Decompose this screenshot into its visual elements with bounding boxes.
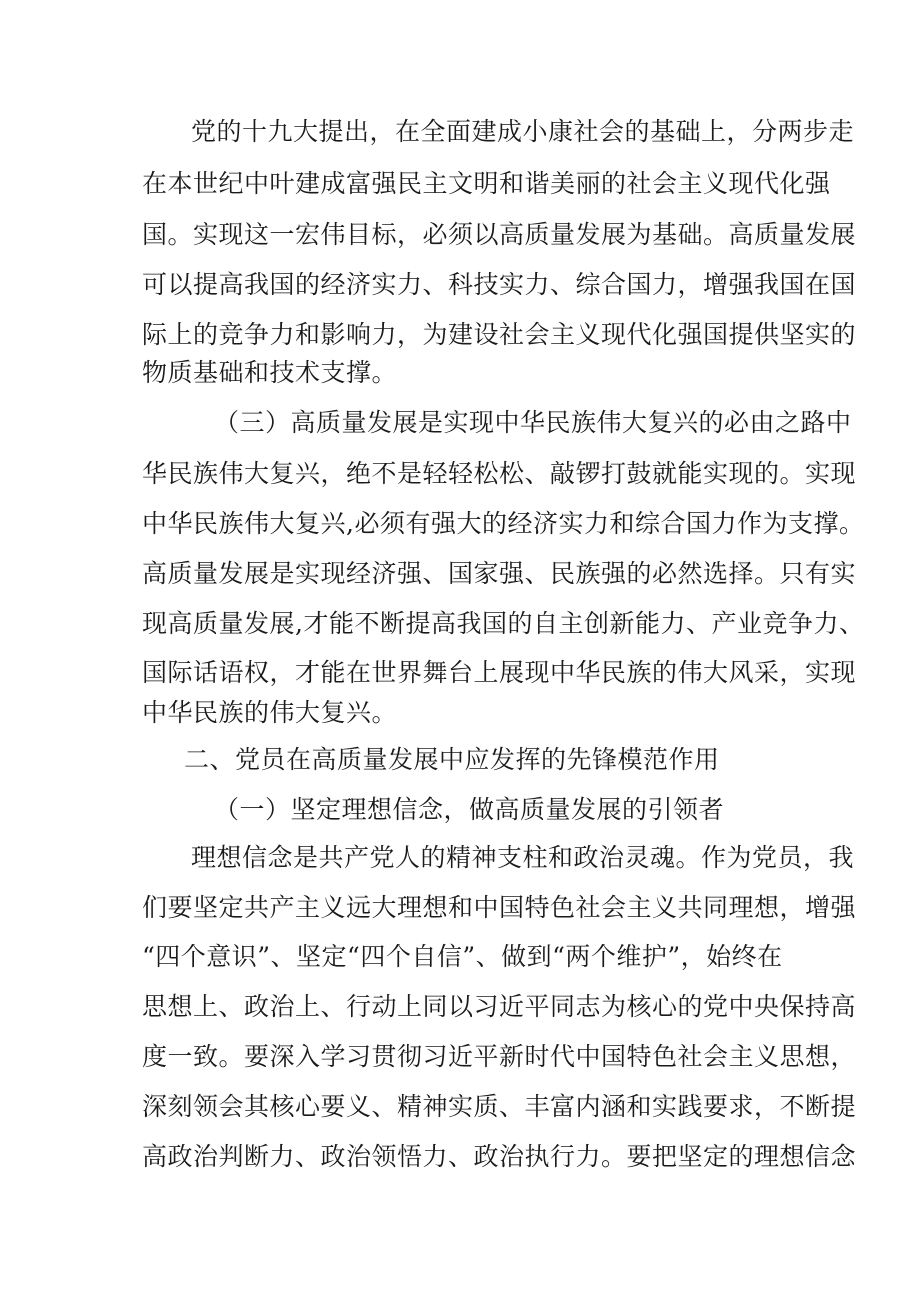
paragraph-line: 物质基础和技术支撑。 [142, 358, 398, 387]
paragraph-line: 现高质量发展,才能不断提高我国的自主创新能力、产业竞争力、 [142, 609, 865, 638]
paragraph-line: 们要坚定共产主义远大理想和中国特色社会主义共同理想，增强 [142, 893, 857, 922]
paragraph-line: 中华民族的伟大复兴。 [142, 698, 398, 727]
paragraph-line: 在本世纪中叶建成富强民主文明和谐美丽的社会主义现代化强 [142, 169, 831, 198]
paragraph-line: 党的十九大提出，在全面建成小康社会的基础上，分两步走 [191, 117, 855, 146]
paragraph-line: 国。实现这一宏伟目标，必须以高质量发展为基础。高质量发展 [142, 220, 857, 249]
paragraph-line: 高质量发展是实现经济强、国家强、民族强的必然选择。只有实 [142, 559, 857, 588]
paragraph-line: 华民族伟大复兴，绝不是轻轻松松、敲锣打鼓就能实现的。实现 [142, 459, 857, 488]
chapter-heading: 二、党员在高质量发展中应发挥的先锋模范作用 [184, 745, 720, 774]
paragraph-line: 高政治判断力、政治领悟力、政治执行力。要把坚定的理想信念 [142, 1142, 857, 1171]
paragraph-line: 中华民族伟大复兴,必须有强大的经济实力和综合国力作为支撑。 [142, 509, 865, 538]
section-heading: （三）高质量发展是实现中华民族伟大复兴的必由之路中 [214, 408, 852, 437]
paragraph-line: “四个意识”、坚定“四个自信”、做到“两个维护”，始终在 [142, 942, 783, 971]
paragraph-line: 思想上、政治上、行动上同以习近平同志为核心的党中央保持高 [142, 992, 857, 1021]
paragraph-line: 深刻领会其核心要义、精神实质、丰富内涵和实践要求，不断提 [142, 1092, 857, 1121]
section-heading: （一）坚定理想信念，做高质量发展的引领者 [214, 795, 725, 824]
paragraph-line: 理想信念是共产党人的精神支柱和政治灵魂。作为党员，我 [191, 843, 855, 872]
paragraph-line: 国际话语权，才能在世界舞台上展现中华民族的伟大风采，实现 [142, 658, 857, 687]
paragraph-line: 度一致。要深入学习贯彻习近平新时代中国特色社会主义思想， [142, 1042, 857, 1071]
paragraph-line: 际上的竞争力和影响力，为建设社会主义现代化强国提供坚实的 [142, 320, 857, 349]
paragraph-line: 可以提高我国的经济实力、科技实力、综合国力，增强我国在国 [142, 270, 857, 299]
